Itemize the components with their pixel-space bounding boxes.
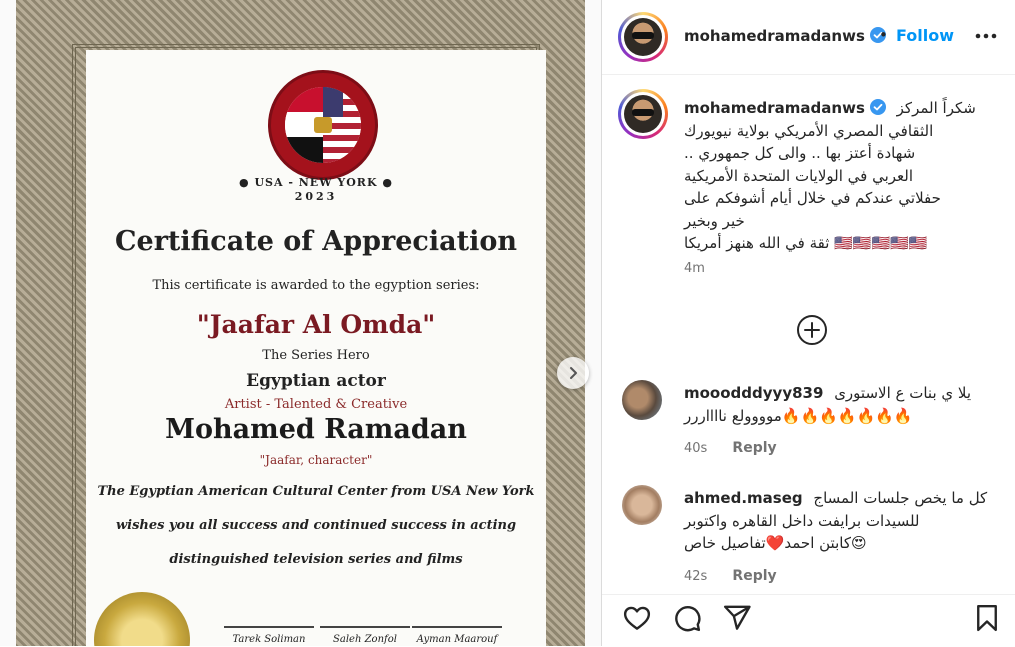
signatory-name: Ayman Maarouf: [416, 634, 498, 645]
signature: [412, 606, 502, 628]
reply-button[interactable]: Reply: [732, 567, 777, 584]
commenter-username[interactable]: mooodddyyy839: [684, 384, 824, 402]
signature: [320, 606, 410, 628]
certificate-awarded-line: This certificate is awarded to the egyption series:: [152, 278, 480, 293]
avatar[interactable]: [618, 89, 668, 139]
certificate-character-line: "Jaafar, character": [259, 453, 373, 467]
comment: [684, 487, 994, 584]
separator-dot: •: [879, 26, 888, 44]
paper-plane-icon[interactable]: [722, 603, 752, 633]
certificate-place: ● USA - NEW YORK ●: [239, 176, 393, 189]
certificate-actor-line: Egyptian actor: [246, 371, 386, 391]
header-username[interactable]: mohamedramadanws: [684, 27, 865, 45]
eagle-icon: [314, 117, 332, 133]
certificate-body-line: distinguished television series and films: [169, 552, 463, 567]
comment-icon[interactable]: [672, 603, 702, 633]
avatar[interactable]: [618, 12, 668, 62]
commenter-avatar[interactable]: [622, 380, 662, 420]
comment-text: موووولع نااااررر🔥🔥🔥🔥🔥🔥🔥: [684, 406, 913, 425]
reply-button[interactable]: Reply: [732, 440, 777, 456]
post-actions-bar: [602, 594, 1015, 647]
comment-text: كل ما يخص جلسات المساج: [813, 489, 988, 507]
gold-seal: [94, 592, 190, 646]
post-side-panel: [601, 0, 1015, 646]
heart-icon[interactable]: [622, 603, 652, 633]
commenter-username[interactable]: ahmed.maseg: [684, 489, 803, 507]
caption-text: شكراً المركز: [896, 99, 976, 117]
comment-text: يلا ي بنات ع الاستورى: [834, 384, 972, 402]
certificate-series: "Jaafar Al Omda": [196, 310, 436, 339]
verified-badge-icon: [870, 99, 886, 115]
next-image-button[interactable]: [557, 357, 589, 389]
caption-timestamp: 4m: [684, 260, 705, 276]
comment-timestamp: 42s: [684, 568, 708, 584]
caption-text: حفلاتي عندكم في خلال أيام أشوفكم على: [684, 189, 941, 207]
caption-text: خير وبخير: [684, 211, 745, 230]
caption-username[interactable]: mohamedramadanws: [684, 99, 865, 117]
caption-text: الثقافي المصري الأمريكي بولاية نيويورك: [684, 121, 934, 140]
commenter-avatar[interactable]: [622, 485, 662, 525]
certificate-name: Mohamed Ramadan: [165, 414, 467, 445]
caption-text: ثقة في الله هنهز أمريكا 🇺🇸🇺🇸🇺🇸🇺🇸🇺🇸: [684, 234, 928, 252]
certificate-body-line: wishes you all success and continued success in acting: [115, 518, 517, 533]
signature: [224, 606, 314, 628]
post-header: [602, 0, 1015, 75]
certificate-artist-line: Artist - Talented & Creative: [224, 397, 408, 412]
follow-button[interactable]: Follow: [896, 26, 955, 45]
bookmark-icon[interactable]: [972, 603, 1002, 633]
signatory-name: Saleh Zonfol: [333, 634, 397, 645]
comment-text: للسيدات برايفت داخل القاهره واكتوبر: [684, 511, 920, 530]
signatory-name: Tarek Soliman: [232, 634, 306, 645]
post-caption: [684, 97, 994, 276]
header-username-row: [684, 26, 886, 45]
culture-center-seal: [268, 70, 378, 180]
caption-text: .. شهادة أعتز بها .. والى كل جمهوري: [684, 144, 916, 162]
certificate-body-line: The Egyptian American Cultural Center from USA New York: [97, 484, 535, 499]
comment-text: كابتن احمد❤️تفاصيل خاص😍: [684, 534, 867, 552]
chevron-right-icon: [566, 366, 580, 380]
certificate-frame: [16, 0, 585, 646]
flag-emblem: [285, 87, 361, 163]
caption-text: العربي في الولايات المتحدة الأمريكية: [684, 166, 913, 185]
comment-timestamp: 40s: [684, 441, 708, 456]
plus-circle-icon[interactable]: [796, 314, 828, 346]
certificate: [86, 50, 546, 646]
certificate-year: 2023: [294, 190, 338, 203]
more-options-icon[interactable]: [974, 28, 998, 44]
certificate-title: Certificate of Appreciation: [115, 226, 517, 257]
comment: [684, 382, 994, 456]
certificate-hero-line: The Series Hero: [262, 348, 370, 363]
